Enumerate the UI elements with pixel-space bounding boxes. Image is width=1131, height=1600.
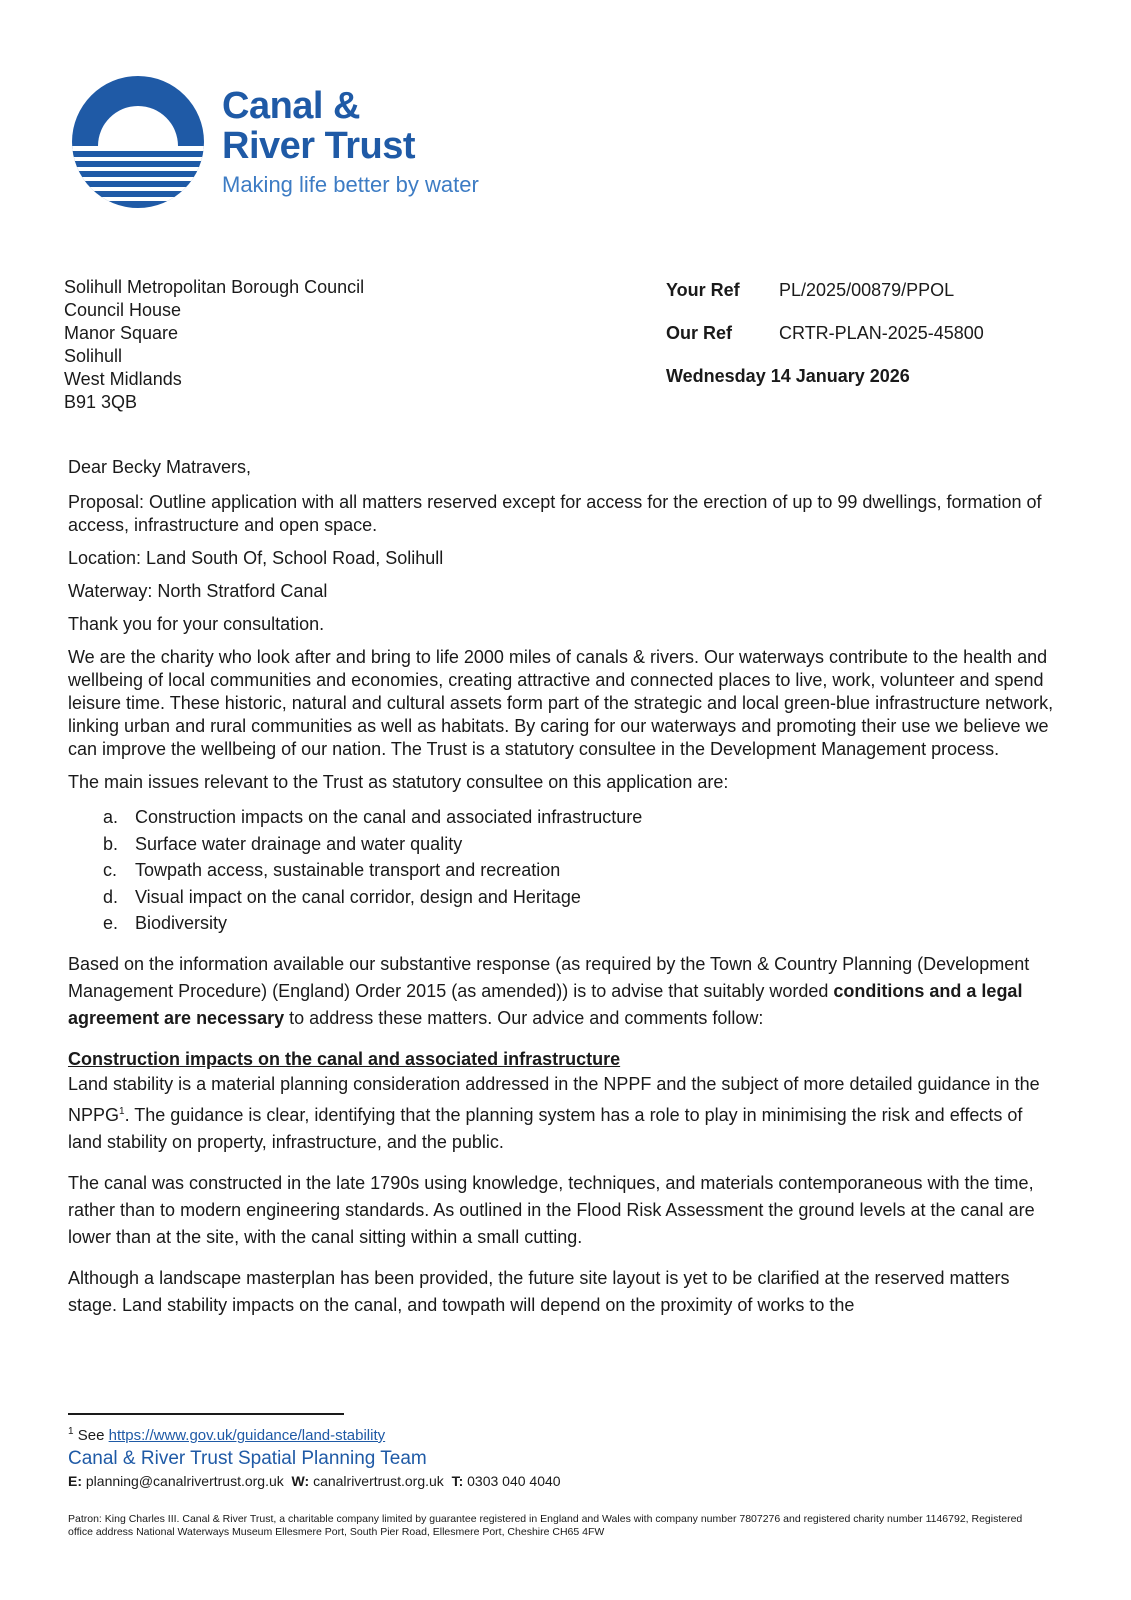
issues-list (68, 804, 1058, 937)
web-label: W: (291, 1473, 310, 1489)
response-bold: conditions and a legal agreement are necessary (68, 980, 1023, 1028)
tel-value: 0303 040 4040 (467, 1473, 561, 1489)
waterway: Waterway: North Stratford Canal (68, 581, 328, 601)
our-ref-row (666, 323, 984, 366)
your-ref-row (666, 280, 984, 323)
address-line: West Midlands (64, 369, 182, 389)
masterplan-paragraph: Although a landscape masterplan has been provided, the future site layout is yet to be clarified at the reserved matters stage. Land stability impacts on the canal, and towpath will depend on the proximity of works to the (68, 1267, 1010, 1315)
email-value[interactable]: planning@canalrivertrust.org.uk (85, 1473, 284, 1489)
address-line: Solihull (64, 346, 123, 366)
stability-part1: Land stability is a material planning consideration addressed in the NPPF and the subject of more detailed guidance in the NPPG (68, 1073, 1040, 1125)
address-line: Manor Square (64, 323, 179, 343)
contact-details (68, 1473, 561, 1489)
list-item (68, 857, 1058, 884)
issues-intro: The main issues relevant to the Trust as statutory consultee on this application are: (68, 772, 729, 792)
footnote (68, 1426, 385, 1444)
list-text: Construction impacts on the canal and associated infrastructure (135, 807, 643, 827)
list-letter: c. (103, 860, 118, 880)
footnote-number: 1 (68, 1426, 74, 1437)
list-item (68, 910, 1058, 937)
team-name: Canal & River Trust Spatial Planning Team (68, 1448, 427, 1469)
stability-part2: . The guidance is clear, identifying that the planning system has a role to play in minimising the risk and effects of land stability on property, infrastructure, and the public. (68, 1104, 1023, 1152)
salutation: Dear Becky Matravers, (68, 457, 252, 477)
list-letter: a. (103, 807, 119, 827)
address-line: Solihull Metropolitan Borough Council (64, 277, 365, 297)
intro-paragraph: We are the charity who look after and bring to life 2000 miles of canals & rivers. Our waterways contribute to the health and wellbeing of local communities and economies, creating attractive and connected places to live, work, volunteer and spend leisure time. These historic, natural and cultural assets form part of the strategic and local green-blue infrastructure network, linking urban and rural communities as well as habitats. By caring for our waterways and promoting their use we believe we can improve the wellbeing of our nation. The Trust is a statutory consultee in the Development Management process. (68, 647, 1054, 759)
thanks: Thank you for your consultation. (68, 614, 325, 634)
footnote-link[interactable]: https://www.gov.uk/guidance/land-stability (108, 1427, 386, 1444)
web-value[interactable]: canalrivertrust.org.uk (313, 1473, 444, 1489)
list-text: Towpath access, sustainable transport and recreation (135, 860, 561, 880)
footnote-divider (68, 1413, 344, 1415)
list-letter: d. (103, 886, 119, 907)
list-text: Surface water drainage and water quality (135, 833, 463, 854)
response-part2: to address these matters. Our advice and comments follow: (289, 1007, 764, 1028)
section-heading: Construction impacts on the canal and associated infrastructure (68, 1048, 621, 1069)
list-letter: b. (103, 833, 119, 854)
letter-date: Wednesday 14 January 2026 (666, 366, 910, 386)
canal-river-trust-logo-icon (70, 74, 206, 210)
tel-label: T: (451, 1473, 464, 1489)
logo-name-line1: Canal & (222, 85, 360, 127)
response-part1: Based on the information available our substantive response (as required by the Town & Country Planning (Development Management Procedure) (England) Order 2015 (as amended)) is to advise that suitably worded (68, 953, 1030, 1001)
logo-tagline: Making life better by water (222, 172, 479, 197)
email-label: E: (68, 1473, 82, 1489)
stability-paragraph (68, 1071, 1058, 1156)
canal-history-paragraph: The canal was constructed in the late 1790s using knowledge, techniques, and materials contemporaneous with the time, rather than to modern engineering standards. As outlined in the Flood Risk Assessment the ground levels at the canal are lower than at the site, with the canal sitting within a small cutting. (68, 1172, 1035, 1247)
footnote-see: See (77, 1427, 105, 1444)
list-text: Visual impact on the canal corridor, design and Heritage (135, 886, 581, 907)
list-letter: e. (103, 913, 119, 933)
your-ref-value: PL/2025/00879/PPOL (779, 280, 955, 300)
list-item (68, 804, 1058, 831)
logo-wordmark (222, 86, 479, 200)
reference-block (666, 280, 984, 409)
logo-name-line2: River Trust (222, 125, 416, 167)
response-paragraph (68, 951, 1058, 1032)
recipient-address (64, 276, 364, 414)
our-ref-label: Our Ref (666, 323, 733, 343)
address-line: Council House (64, 300, 182, 320)
list-text: Biodiversity (135, 913, 228, 933)
our-ref-value: CRTR-PLAN-2025-45800 (779, 323, 984, 343)
letter-body (68, 456, 1058, 1333)
list-item (68, 884, 1058, 911)
footnote-ref[interactable]: 1 (119, 1105, 125, 1117)
proposal: Proposal: Outline application with all matters reserved except for access for the erection of up to 99 dwellings, formation of access, infrastructure and open space. (68, 492, 1042, 535)
patron-statement: Patron: King Charles III. Canal & River Trust, a charitable company limited by guarantee registered in England and Wales with company number 7807276 and registered charity number 1146792, Registered office address National Waterways Museum Ellesmere Port, South Pier Road, Ellesmere Port, Cheshire CH65 4FW (68, 1513, 1023, 1538)
your-ref-label: Your Ref (666, 280, 740, 300)
list-item (68, 831, 1058, 858)
location: Location: Land South Of, School Road, Solihull (68, 548, 444, 568)
address-line: B91 3QB (64, 392, 138, 412)
